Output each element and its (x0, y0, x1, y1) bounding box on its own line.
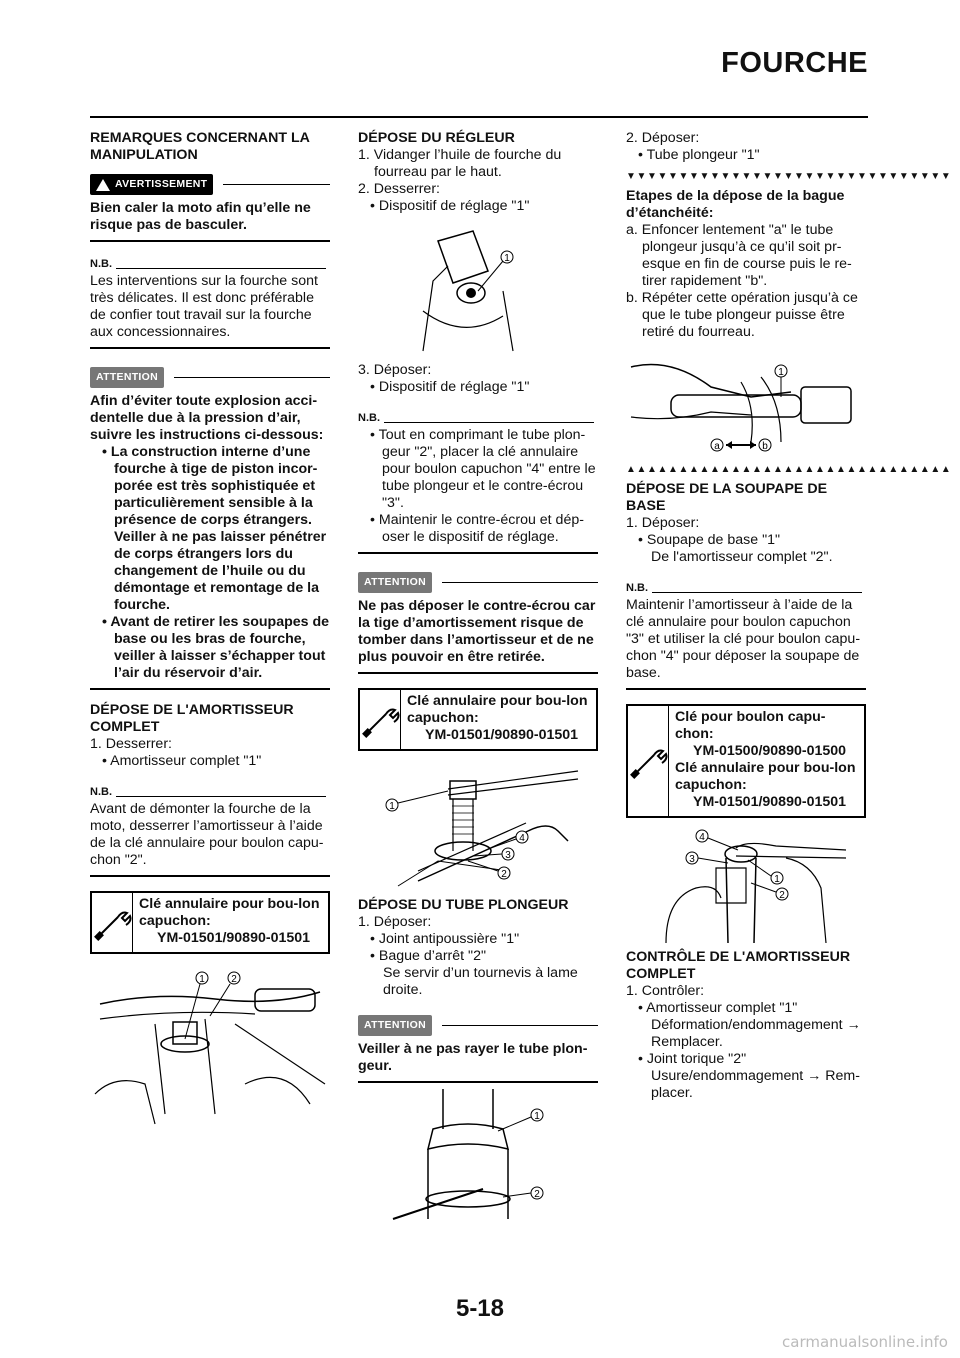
header-rule (90, 116, 868, 118)
tool-part-number: YM-01501/90890-01501 (157, 930, 311, 946)
tool-name: Clé annulaire pour bou-lon capuchon: (407, 693, 588, 726)
figure-regleur (403, 221, 553, 356)
tool-part-number: YM-01500/90890-01500 (693, 743, 847, 759)
bullet-text: • Amortisseur complet "1" (102, 753, 262, 769)
nb-bullet: • Tout en comprimant le tube plon-geur "2", placer la clé annulaire pour boulon capuchon "4" entre le tube plongeur et le contre-écrou "3". (370, 427, 596, 511)
steps-start-marker: ▼▼▼▼▼▼▼▼▼▼▼▼▼▼▼▼▼▼▼▼▼▼▼▼▼▼▼▼▼▼▼ (626, 171, 952, 182)
step-b: b. Répéter cette opération jusqu’à ce que le tube plongeur puisse être retiré du fourreau. (626, 290, 858, 340)
rule (358, 552, 598, 554)
rule (174, 377, 330, 378)
page-title: FOURCHE (721, 47, 868, 79)
step-text: 2. Déposer: (626, 130, 700, 146)
bullet-text: • Tube plongeur "1" (638, 147, 760, 163)
bullet-text: • Bague d’arrêt "2" (370, 948, 487, 964)
footer-watermark[interactable]: carmanualsonline.info (782, 1333, 948, 1351)
bullet-text: • Dispositif de réglage "1" (370, 379, 530, 395)
attention-tag: ATTENTION (90, 367, 164, 388)
nb-label: N.B. (358, 412, 380, 424)
heading-controle: CONTRÔLE DE L'AMORTISSEUR COMPLET (626, 949, 851, 982)
steps-end-marker: ▲▲▲▲▲▲▲▲▲▲▲▲▲▲▲▲▲▲▲▲▲▲▲▲▲▲▲▲▲▲▲ (626, 464, 952, 475)
heading-depose-regleur: DÉPOSE DU RÉGLEUR (358, 130, 515, 146)
callout-2: 2 (501, 869, 507, 880)
tool-text (133, 893, 328, 952)
column-3 (626, 130, 952, 1102)
nb-label: N.B. (626, 582, 648, 594)
callout-3: 3 (689, 854, 695, 865)
wrench-icon (628, 706, 669, 816)
step-text: 1. Déposer: (358, 914, 432, 930)
step-text: 2. Desserrer: (358, 181, 440, 197)
figure-bague-etancheite (631, 347, 861, 457)
page-number: 5-18 (455, 1295, 505, 1322)
callout-1: 1 (199, 974, 205, 985)
tool-name: Clé annulaire pour bou-lon capuchon: (675, 760, 856, 793)
rule (90, 875, 330, 877)
tool-text (401, 690, 596, 749)
bullet-text: • Amortisseur complet "1" (638, 1000, 798, 1016)
nb-text: Avant de démonter la fourche de la moto, desserrer l’amortisseur à l’aide de la clé annulaire pour boulon capu-chon "2". (90, 801, 324, 868)
nb-header (90, 256, 330, 273)
callout-2: 2 (231, 974, 237, 985)
attention-bullet: • La construction interne d’une fourche à tige de piston incor-porée est très sophistiquée et particulièrement sensible à la présence de corps étrangers. Veiller à ne pas laisser pénétrer de corps étrangers lors du changement de l’huile ou du démontage et remontage de la fourche. (102, 444, 327, 613)
tool-box (626, 704, 866, 818)
warning-text: Bien caler la moto afin qu’elle ne risque pas de basculer. (90, 200, 311, 233)
attention-banner (358, 1015, 598, 1036)
rule (90, 240, 330, 242)
callout-1: 1 (504, 253, 510, 264)
callout-a: a (714, 441, 720, 452)
figure-contre-ecrou (378, 761, 578, 891)
rule (223, 184, 330, 185)
nb-label: N.B. (90, 786, 112, 798)
attention-banner (90, 367, 330, 388)
rule (442, 582, 598, 583)
heading-depose-amortisseur: DÉPOSE DE L'AMORTISSEUR COMPLET (90, 702, 294, 735)
column-2 (358, 130, 598, 1230)
bullet-note: Usure/endommagement → Rem-placer. (651, 1068, 860, 1101)
nb-header (626, 580, 866, 597)
attention-bullet: • Avant de retirer les soupapes de base ou les bras de fourche, veiller à laisser s’échapper tout l’air du réservoir d’air. (102, 614, 330, 681)
nb-header (90, 784, 330, 801)
nb-text: Les interventions sur la fourche sont très délicates. Il est donc préférable de confier tout travail sur la fourche aux concessionnaires. (90, 273, 318, 340)
heading-soupape: DÉPOSE DE LA SOUPAPE DE BASE (626, 481, 828, 514)
callout-2: 2 (779, 890, 785, 901)
warning-triangle-icon (96, 179, 110, 191)
warning-tag-label: AVERTISSEMENT (115, 178, 208, 190)
heading-depose-tube: DÉPOSE DU TUBE PLONGEUR (358, 897, 569, 913)
column-1 (90, 130, 330, 1135)
attention-text: Veiller à ne pas rayer le tube plon-geur. (358, 1041, 588, 1074)
callout-b: b (762, 441, 768, 452)
rule (358, 672, 598, 674)
attention-banner (358, 572, 598, 593)
tool-name: Clé annulaire pour bou-lon capuchon: (139, 896, 320, 929)
step-text: 3. Déposer: (358, 362, 432, 378)
figure-tube-plongeur (393, 1089, 563, 1224)
bullet-text: • Soupape de base "1" (638, 532, 781, 548)
nb-label: N.B. (90, 258, 112, 270)
tool-part-number: YM-01501/90890-01501 (425, 727, 579, 743)
step-text: 1. Vidanger l’huile de fourche du fourreau par le haut. (358, 147, 562, 180)
attention-text: Ne pas déposer le contre-écrou car la tige d’amortissement risque de tomber dans l’amortisseur et de ne plus pouvoir en être retirée. (358, 598, 596, 665)
bullet-note: De l'amortisseur complet "2". (651, 549, 833, 565)
tool-box (90, 891, 330, 954)
bullet-text: • Joint torique "2" (638, 1051, 747, 1067)
nb-header (358, 410, 598, 427)
callout-1: 1 (774, 874, 780, 885)
bullet-text: • Joint antipoussière "1" (370, 931, 520, 947)
wrench-icon (92, 893, 133, 952)
rule (358, 1081, 598, 1083)
attention-tag: ATTENTION (358, 1015, 432, 1036)
bullet-text: • Dispositif de réglage "1" (370, 198, 530, 214)
tool-box (358, 688, 598, 751)
attention-text: Afin d’éviter toute explosion acci-dentelle due à la pression d’air, suivre les instructions ci-dessous: (90, 393, 324, 443)
callout-1: 1 (778, 367, 784, 378)
warning-tag (90, 174, 213, 195)
tool-text (669, 706, 864, 816)
figure-soupape-base (646, 828, 846, 943)
callout-4: 4 (699, 832, 705, 843)
callout-1: 1 (389, 801, 395, 812)
callout-3: 3 (505, 850, 511, 861)
callout-1: 1 (534, 1111, 540, 1122)
step-text: 1. Contrôler: (626, 983, 705, 999)
wrench-icon (360, 690, 401, 749)
heading-remarques: REMARQUES CONCERNANT LA MANIPULATION (90, 130, 310, 163)
steps-title: Etapes de la dépose de la bague d’étanchéité: (626, 188, 845, 221)
figure-fork-top (95, 964, 325, 1129)
bullet-note: Déformation/endommagement → Remplacer. (651, 1017, 861, 1050)
step-text: 1. Desserrer: (90, 736, 172, 752)
nb-text: Maintenir l’amortisseur à l’aide de la clé annulaire pour boulon capuchon "3" et utiliser la clé pour boulon capu-chon "4" pour déposer la soupape de base. (626, 597, 861, 681)
tool-name: Clé pour boulon capu-chon: (675, 709, 826, 742)
rule (90, 347, 330, 349)
bullet-note: Se servir d’un tournevis à lame droite. (383, 965, 578, 998)
rule (442, 1025, 598, 1026)
warning-banner (90, 174, 330, 195)
step-text: 1. Déposer: (626, 515, 700, 531)
tool-part-number: YM-01501/90890-01501 (693, 794, 847, 810)
rule (626, 688, 866, 690)
nb-bullet: • Maintenir le contre-écrou et dép-oser le dispositif de réglage. (370, 512, 584, 545)
callout-2: 2 (534, 1189, 540, 1200)
rule (90, 688, 330, 690)
step-a: a. Enfoncer lentement "a" le tube plongeur jusqu’à ce qu’il soit pr-esque en fin de course puis le re-tirer rapidement "b". (626, 222, 852, 289)
attention-tag: ATTENTION (358, 572, 432, 593)
callout-4: 4 (519, 833, 525, 844)
